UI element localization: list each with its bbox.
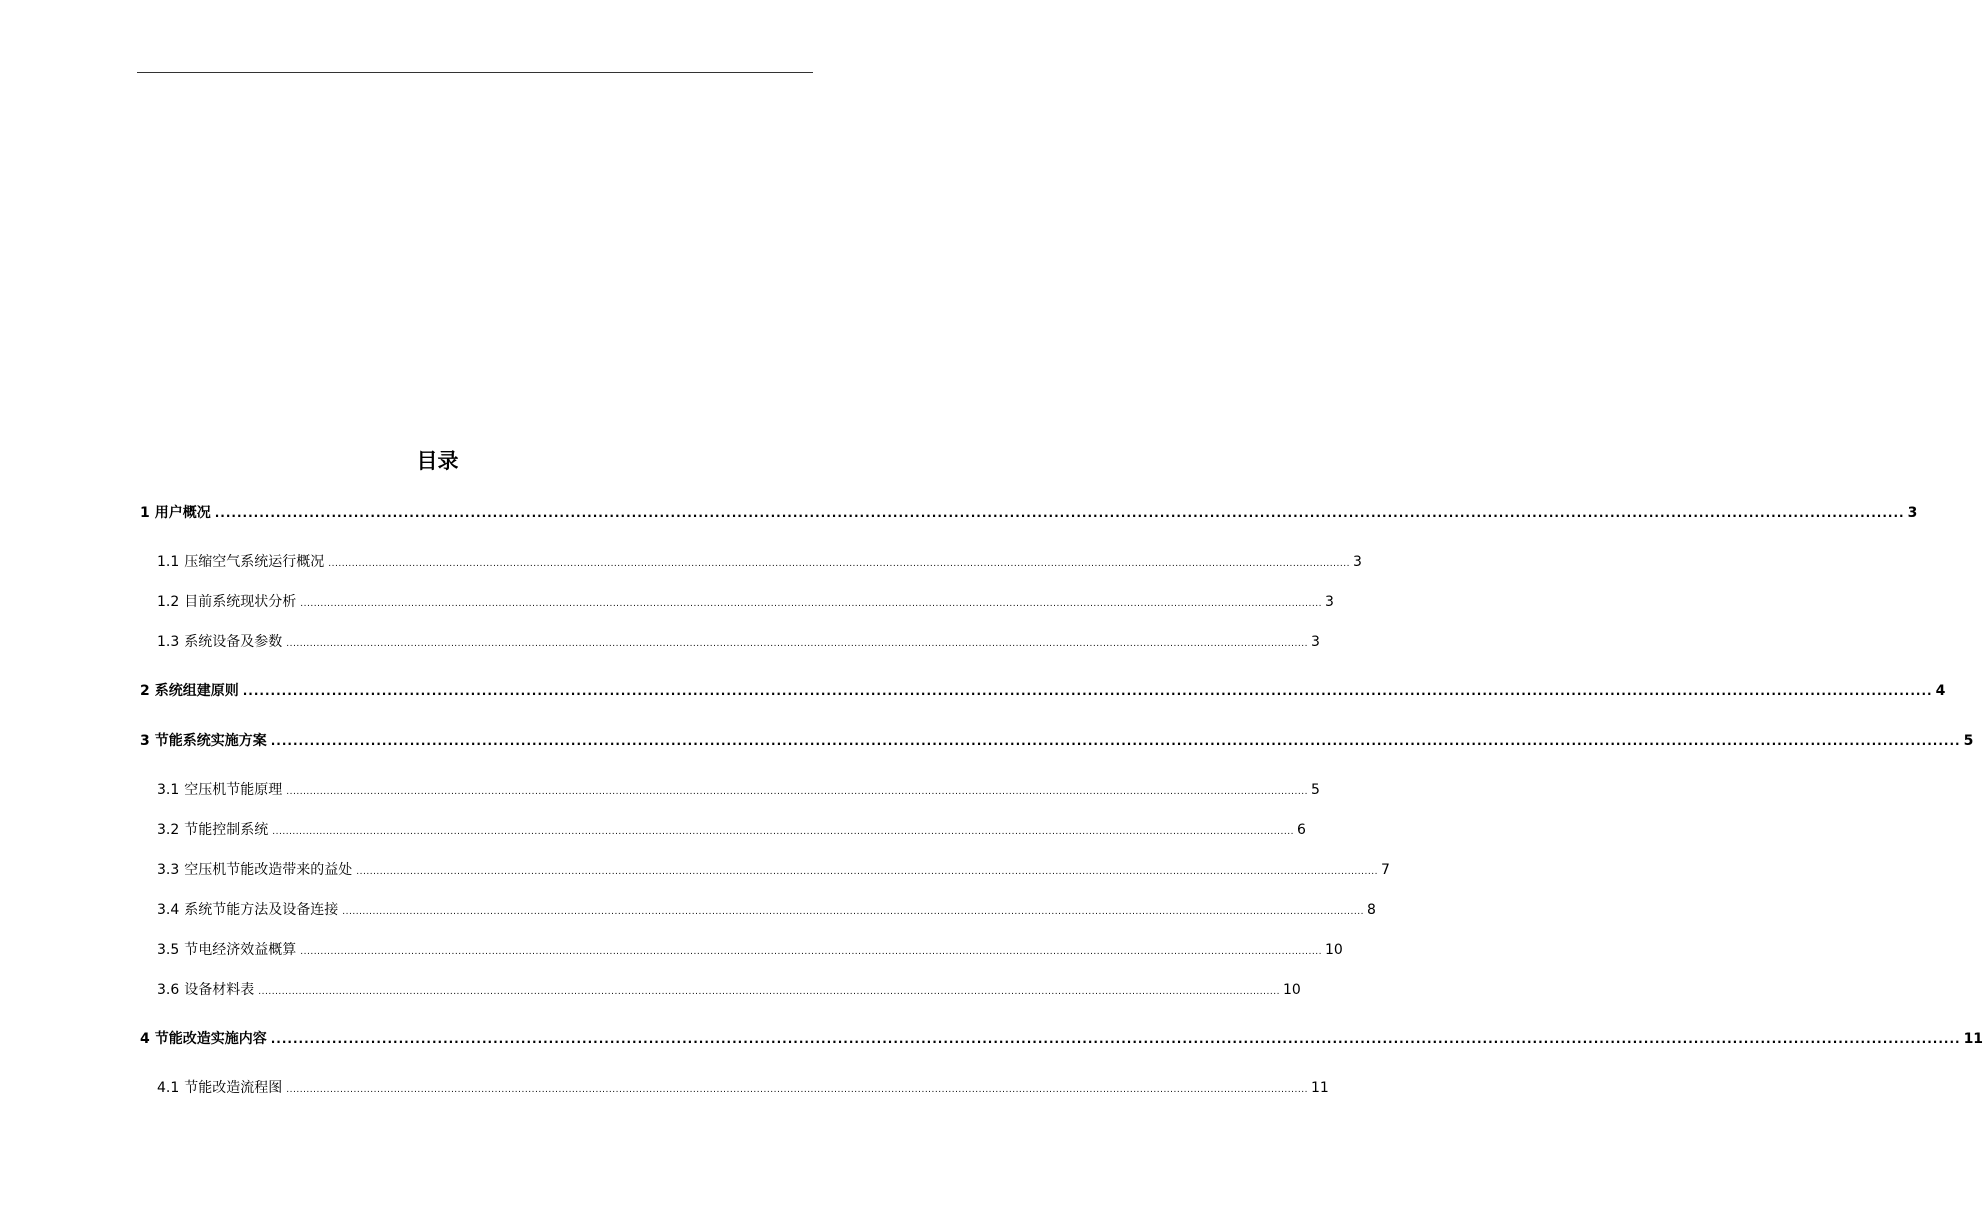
toc-entry-number: 3.5 (157, 942, 180, 958)
toc-entry-3[interactable] (140, 730, 1974, 752)
toc-entry-1-3[interactable] (157, 631, 1320, 653)
toc-entry-page: 11 (1310, 1080, 1329, 1096)
toc-entry-2[interactable] (140, 680, 1946, 702)
toc-leader: ................................................................................................................................................................................................................................................................................................................ (242, 684, 1933, 698)
toc-entry-page: 8 (1366, 902, 1376, 918)
toc-leader: ................................................................................................................................................................................................................................................................................................................ (328, 559, 1350, 569)
toc-entry-number: 3.4 (157, 902, 180, 918)
toc-entry-page: 10 (1324, 942, 1343, 958)
toc-entry-text: 用户概况 (154, 505, 211, 521)
toc-leader: ................................................................................................................................................................................................................................................................................................................ (258, 987, 1280, 997)
toc-entry-number: 3.1 (157, 782, 180, 798)
toc-entry-number: 1 (140, 505, 150, 521)
toc-leader: ................................................................................................................................................................................................................................................................................................................ (300, 947, 1322, 957)
toc-entry-number: 4.1 (157, 1080, 180, 1096)
toc-entry-number: 1.3 (157, 634, 180, 650)
toc-entry-text: 节能改造流程图 (184, 1080, 283, 1096)
toc-entry-text: 系统节能方法及设备连接 (184, 902, 339, 918)
toc-entry-page: 7 (1380, 862, 1390, 878)
toc-entry-page: 3 (1907, 505, 1918, 521)
toc-entry-3-1[interactable] (157, 779, 1320, 801)
toc-leader: ................................................................................................................................................................................................................................................................................................................ (214, 506, 1905, 520)
toc-entry-page: 3 (1324, 594, 1334, 610)
toc-entry-text: 设备材料表 (184, 982, 255, 998)
toc-entry-text: 空压机节能改造带来的益处 (184, 862, 353, 878)
toc-entry-1-2[interactable] (157, 591, 1334, 613)
toc-entry-3-5[interactable] (157, 939, 1343, 961)
toc-leader: ................................................................................................................................................................................................................................................................................................................ (270, 1032, 1961, 1046)
toc-entry-text: 节能改造实施内容 (154, 1031, 267, 1047)
toc-entry-text: 空压机节能原理 (184, 782, 283, 798)
toc-entry-text: 系统组建原则 (154, 683, 239, 699)
toc-leader: ................................................................................................................................................................................................................................................................................................................ (286, 1085, 1308, 1095)
toc-entry-number: 2 (140, 683, 150, 699)
toc-entry-3-4[interactable] (157, 899, 1376, 921)
toc-entry-3-2[interactable] (157, 819, 1306, 841)
toc-entry-page: 3 (1310, 634, 1320, 650)
toc-entry-page: 3 (1352, 554, 1362, 570)
toc-entry-page: 11 (1963, 1031, 1983, 1047)
toc-entry-text: 节电经济效益概算 (184, 942, 297, 958)
toc-entry-page: 6 (1296, 822, 1306, 838)
toc-entry-number: 3.3 (157, 862, 180, 878)
toc-entry-3-6[interactable] (157, 979, 1301, 1001)
toc-entry-4-1[interactable] (157, 1077, 1329, 1099)
toc-leader: ................................................................................................................................................................................................................................................................................................................ (342, 907, 1364, 917)
toc-entry-text: 目前系统现状分析 (184, 594, 297, 610)
toc-entry-page: 5 (1310, 782, 1320, 798)
toc-entry-page: 5 (1963, 733, 1974, 749)
toc-entry-1[interactable] (140, 502, 1918, 524)
toc-entry-number: 3.2 (157, 822, 180, 838)
toc-entry-text: 节能控制系统 (184, 822, 269, 838)
toc-entry-1-1[interactable] (157, 551, 1362, 573)
toc-leader: ................................................................................................................................................................................................................................................................................................................ (270, 734, 1961, 748)
toc-leader: ................................................................................................................................................................................................................................................................................................................ (356, 867, 1378, 877)
toc-entry-text: 节能系统实施方案 (154, 733, 267, 749)
toc-entry-text: 压缩空气系统运行概况 (184, 554, 325, 570)
toc-leader: ................................................................................................................................................................................................................................................................................................................ (286, 787, 1308, 797)
toc-entry-number: 4 (140, 1031, 150, 1047)
toc-entry-page: 4 (1935, 683, 1946, 699)
toc-leader: ................................................................................................................................................................................................................................................................................................................ (300, 599, 1322, 609)
header-rule (137, 72, 813, 73)
toc-entry-text: 系统设备及参数 (184, 634, 283, 650)
toc-entry-number: 1.1 (157, 554, 180, 570)
toc-entry-number: 1.2 (157, 594, 180, 610)
toc-title: 目录 (416, 449, 459, 473)
toc-entry-number: 3.6 (157, 982, 180, 998)
toc-entry-number: 3 (140, 733, 150, 749)
toc-entry-3-3[interactable] (157, 859, 1390, 881)
toc-entry-4[interactable] (140, 1028, 1983, 1050)
toc-leader: ................................................................................................................................................................................................................................................................................................................ (286, 639, 1308, 649)
toc-entry-page: 10 (1282, 982, 1301, 998)
toc-leader: ................................................................................................................................................................................................................................................................................................................ (272, 827, 1294, 837)
